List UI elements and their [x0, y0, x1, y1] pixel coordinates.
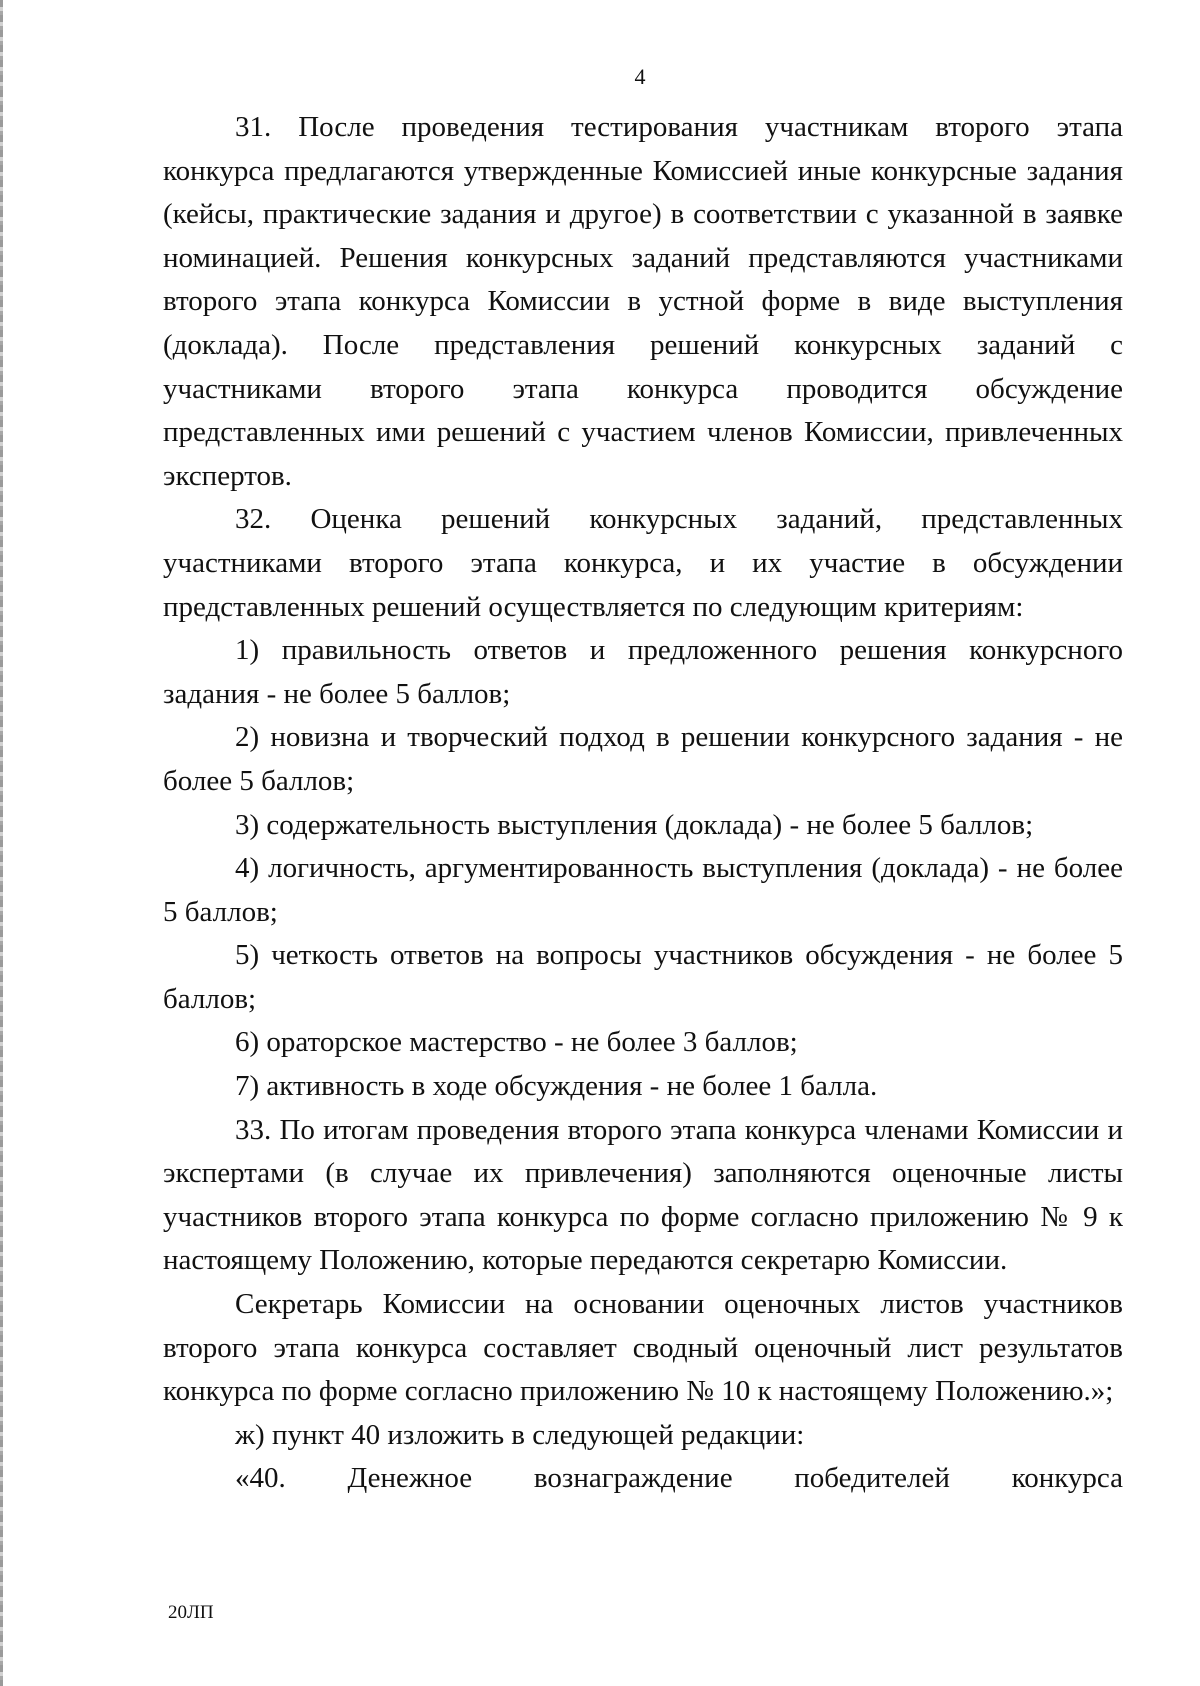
secretary-paragraph: Секретарь Комиссии на основании оценочных листов участников второго этапа конкурса составляет сводный оценочный лист результатов конкурса по форме согласно приложению № 10 к настоящему Положению.»; — [163, 1288, 1123, 1408]
scan-edge — [0, 0, 3, 1686]
criterion-6: 6) ораторское мастерство - не более 3 баллов; — [235, 1026, 798, 1059]
paragraph-40-start: «40. Денежное вознаграждение победителей конкурса — [235, 1462, 1123, 1495]
criterion-5: 5) четкость ответов на вопросы участников обсуждения - не более 5 баллов; — [163, 939, 1123, 1015]
footer-code: 20ЛП — [168, 1602, 214, 1623]
paragraph-32: 32. Оценка решений конкурсных заданий, представленных участниками второго этапа конкурса, и их участие в обсуждении представленных решений осуществляется по следующим критериям: — [163, 503, 1123, 623]
page-number: 4 — [634, 64, 646, 89]
document-body — [163, 106, 1123, 1501]
criterion-1: 1) правильность ответов и предложенного решения конкурсного задания - не более 5 баллов; — [163, 634, 1123, 710]
criterion-2: 2) новизна и творческий подход в решении конкурсного задания - не более 5 баллов; — [163, 721, 1123, 797]
criterion-7: 7) активность в ходе обсуждения - не более 1 балла. — [235, 1070, 878, 1103]
criterion-3: 3) содержательность выступления (доклада) - не более 5 баллов; — [235, 808, 1034, 841]
amendment-item-zh: ж) пункт 40 изложить в следующей редакции: — [235, 1418, 805, 1451]
criterion-4: 4) логичность, аргументированность выступления (доклада) - не более 5 баллов; — [163, 852, 1123, 928]
paragraph-33: 33. По итогам проведения второго этапа конкурса членами Комиссии и экспертами (в случае их привлечения) заполняются оценочные листы участников второго этапа конкурса по форме согласно приложению № 9 к настоящему Положению, которые передаются секретарю Комиссии. — [163, 1113, 1123, 1277]
paragraph-31: 31. После проведения тестирования участникам второго этапа конкурса предлагаются утвержденные Комиссией иные конкурсные задания (кейсы, практические задания и другое) в соответствии с указанной в заявке номинацией. Решения конкурсных заданий представляются участниками второго этапа конкурса Комиссии в устной форме в виде выступления (доклада). После представления решений конкурсных заданий с участниками второго этапа конкурса проводится обсуждение представленных ими решений с участием членов Комиссии, привлеченных экспертов. — [163, 111, 1123, 492]
